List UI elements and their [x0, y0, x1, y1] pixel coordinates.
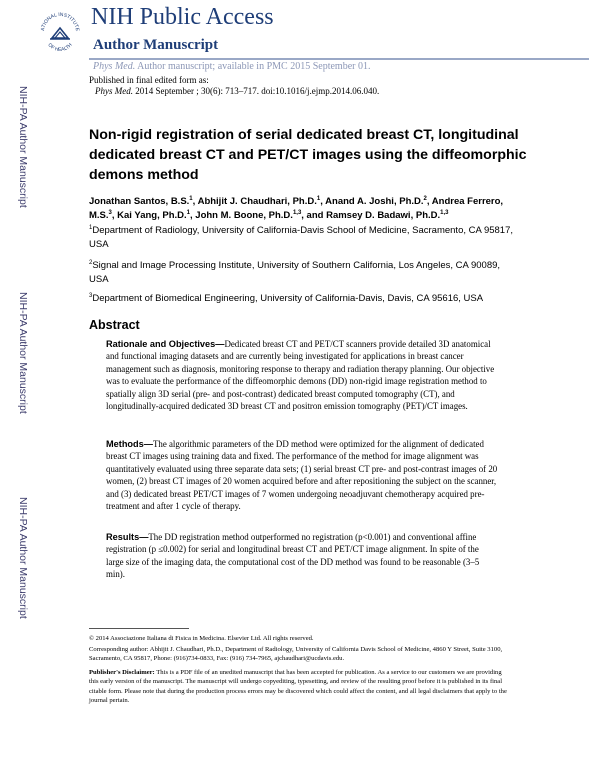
journal-availability-note [93, 61, 370, 72]
author: John M. Boone, Ph.D.$^{1,3}$, and [195, 209, 327, 221]
abstract-results [106, 531, 498, 581]
article-title: Non-rigid registration of serial dedicated breast CT, longitudinal dedicated breast CT and PET/CT images using the diffeomorphic demons method [89, 127, 527, 183]
nih-seal-logo [36, 8, 84, 56]
abstract-rationale [106, 338, 498, 412]
side-label-bottom: NIH-PA Author Manuscript [17, 497, 29, 619]
affiliation: $^2$Signal and Image Processing Institute, University of Southern California, Los Angeles, CA 90089, USA [89, 259, 501, 285]
citation-details: 2014 September ; 30(6): 713–717. doi:10.1016/j.ejmp.2014.06.040. [135, 86, 380, 96]
seal-text-top: ATIONAL INSTITUTE [40, 11, 81, 32]
footnote-divider [89, 628, 189, 629]
seal-text-bottom: OF HEALTH [46, 42, 74, 54]
disclaimer-text: This is a PDF file of an unedited manuscript that has been accepted for publication. As a service to our customers we are providing this early version of the manuscript. The manuscript will undergo copyediting, typesetting, and review of the resulting proof before it is published in its final citable form. Please note that during the production process errors may be discovered which could affect the content, and all legal disclaimers that apply to the journal pertain. [89, 669, 507, 704]
correspondence-note: Corresponding author: Abhijit J. Chaudhari, Ph.D., Department of Radiology, University of California Davis School of Medicine, 4860 Y Street, Suite 3100, Sacramento, CA 95817, Phone: (916)734-0833, Fax: (916) 734-7965, ajchaudhari@ucdavis.edu. [89, 646, 503, 663]
abstract-methods [106, 438, 498, 512]
copyright-note: © 2014 Associazione Italiana di Fisica in Medicina. Elsevier Ltd. All rights reserved. [89, 635, 314, 642]
section-label: Methods— [106, 439, 153, 449]
citation-line [95, 86, 379, 96]
section-label: Rationale and Objectives— [106, 339, 225, 349]
nih-public-access-title: NIH Public Access [91, 4, 274, 30]
section-label: Results— [106, 532, 149, 542]
availability-text: Author manuscript; available in PMC 2015 September 01. [137, 61, 371, 72]
abstract-heading: Abstract [89, 318, 140, 332]
author-list [89, 195, 519, 223]
svg-text:NATIONAL INSTITUTES [36, 8, 80, 32]
published-in-label: Published in final edited form as: [89, 75, 209, 85]
section-text: Dedicated breast CT and PET/CT scanners provide detailed 3D anatomical and functional imaging datasets and are currently being investigated for applications in breast cancer management such as diagnosis, monitoring response to therapy and radiation therapy planning. Our objective was to evaluate the performance of the diffeomorphic demons (DD) non-rigid image registration method to spatially align 3D serial (pre- and post-contrast) dedicated breast computed tomography (CT), and longitudinally-acquired dedicated 3D breast CT and positron emission tomography (PET)/CT images. [106, 339, 495, 412]
journal-name: Phys Med. [93, 61, 136, 72]
svg-text:OF HEALTH [46, 42, 73, 53]
author: Abhijit J. Chaudhari, Ph.D.$^1$, [197, 195, 326, 207]
citation-journal: Phys Med. [95, 86, 133, 96]
author: Jonathan Santos, B.S.$^1$, [89, 195, 198, 207]
affiliation: $^3$Department of Biomedical Engineering, University of California-Davis, Davis, CA 95616, USA [89, 292, 484, 304]
author: Kai Yang, Ph.D.$^1$, [117, 209, 196, 221]
side-label-top: NIH-PA Author Manuscript [17, 86, 29, 208]
section-text: The DD registration method outperformed no registration (p<0.001) and conventional affine registration (p ≤0.002) for serial and longitudinal breast CT and PET/CT image alignment. In spite of the large size of the imaging data, the computational cost of the DD method was found to be reasonable (3–5 min). [106, 532, 480, 580]
section-text: The algorithmic parameters of the DD method were optimized for the alignment of dedicated breast CT images using training data and fixed. The performance of the method for image alignment was quantitatively evaluated using three separate data sets; (1) serial breast CT pre- and post-contrast images of 20 women, (2) breast CT images of 20 women acquired before and after repositioning the subject on the scanner, and (3) dedicated breast PET/CT images of 7 women undergoing neoadjuvant chemotherapy acquired pre-treatment and after 1 cycle of therapy. [106, 439, 498, 512]
author: Ramsey D. Badawi, Ph.D.$^{1,3}$ [326, 209, 449, 221]
side-label-middle: NIH-PA Author Manuscript [17, 292, 29, 414]
header-divider [89, 58, 589, 60]
disclaimer-label: Publisher's Disclaimer: [89, 669, 155, 676]
author: Andrea Ferrero, M.S.$^3$, [89, 196, 504, 221]
publisher-disclaimer [89, 668, 511, 705]
author-manuscript-label: Author Manuscript [93, 37, 219, 53]
affiliation: $^1$Department of Radiology, University of California-Davis School of Medicine, Sacramento, CA 95817, USA [89, 224, 514, 250]
author: Anand A. Joshi, Ph.D.$^2$, [325, 195, 432, 207]
